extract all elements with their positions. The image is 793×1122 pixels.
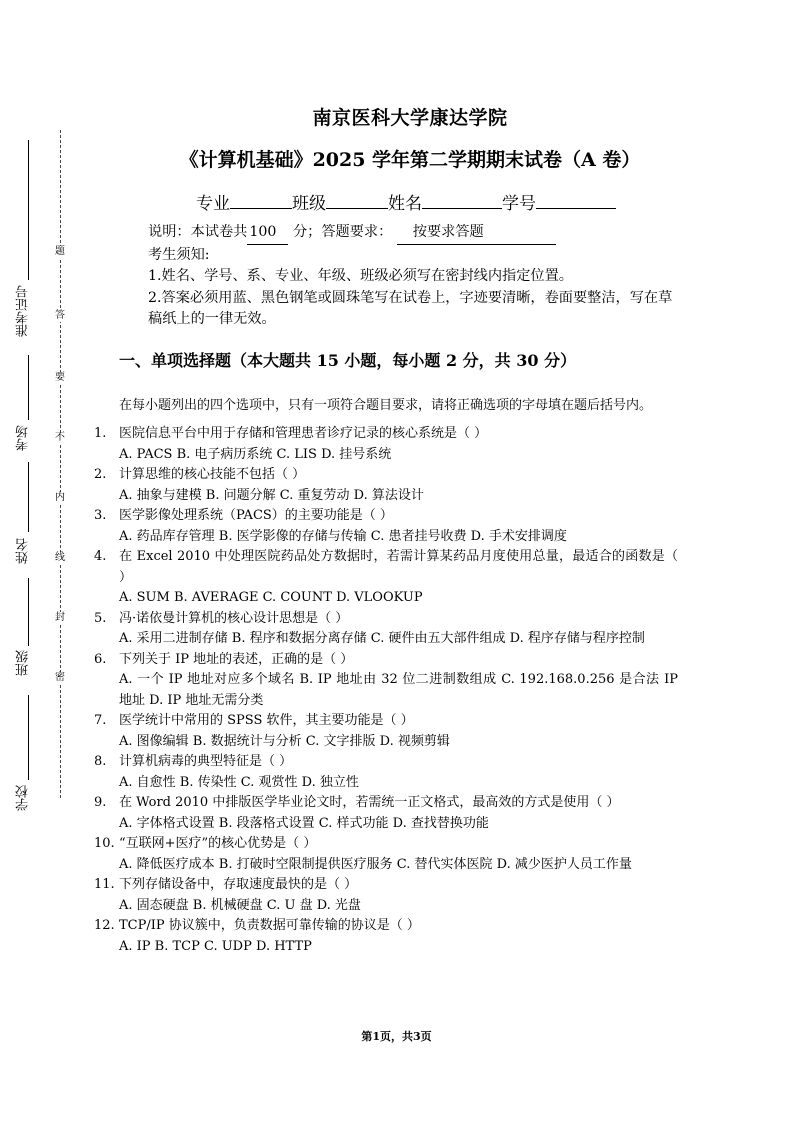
name-blank[interactable] bbox=[422, 191, 502, 209]
seal-field-line bbox=[28, 578, 29, 646]
question-number: 11. bbox=[94, 877, 115, 892]
question-item bbox=[94, 834, 678, 875]
question-options: A. IP B. TCP C. UDP D. HTTP bbox=[119, 938, 312, 954]
question-number: 10. bbox=[94, 836, 115, 851]
question-number: 2. bbox=[94, 467, 107, 482]
notice-rule-2: 2.答案必须用蓝、黑色钢笔或圆珠笔写在试卷上，字迹要清晰，卷面要整洁，写在草稿纸上的一律无效。 bbox=[148, 289, 673, 327]
seal-field-class: 班级 bbox=[16, 650, 31, 676]
seal-field-line bbox=[28, 462, 29, 532]
question-item bbox=[94, 609, 678, 650]
student-info-row bbox=[196, 189, 616, 214]
seal-char: 线 bbox=[55, 552, 65, 563]
question-text: 计算思维的核心技能不包括（ ） bbox=[119, 467, 306, 482]
question-options: A. 药品库存管理 B. 医学影像的存储与传输 C. 患者挂号收费 D. 手术安排调度 bbox=[119, 528, 567, 544]
question-text: 下列存储设备中，存取速度最快的是（ ） bbox=[119, 877, 358, 892]
seal-field-exam-number: 准考证号 bbox=[16, 285, 31, 337]
question-text: 计算机病毒的典型特征是（ ） bbox=[119, 754, 293, 769]
student-id-label: 学号 bbox=[502, 194, 536, 214]
question-number: 9. bbox=[94, 795, 107, 810]
section-intro: 在每小题列出的四个选项中，只有一项符合题目要求，请将正确选项的字母填在题后括号内。 bbox=[119, 398, 653, 413]
question-text: 医学统计中常用的 SPSS 软件，其主要功能是（ ） bbox=[119, 713, 414, 728]
question-options: A. 采用二进制存储 B. 程序和数据分离存储 C. 硬件由五大部件组成 D. 程序存储与程序控制 bbox=[119, 631, 645, 646]
question-text: TCP/IP 协议簇中，负责数据可靠传输的协议是（ ） bbox=[119, 918, 420, 933]
name-label: 姓名 bbox=[388, 194, 422, 214]
question-number: 1. bbox=[94, 426, 107, 441]
seal-field-school: 学校 bbox=[16, 785, 31, 811]
exam-description bbox=[148, 222, 678, 245]
question-item bbox=[94, 916, 678, 957]
question-number: 3. bbox=[94, 508, 107, 523]
question-text: 在 Excel 2010 中处理医院药品处方数据时，若需计算某药品月度使用总量，最适合的函数是（ ） bbox=[119, 549, 678, 585]
question-options: A. 字体格式设置 B. 段落格式设置 C. 样式功能 D. 查找替换功能 bbox=[119, 815, 489, 831]
seal-char: 题 bbox=[55, 246, 65, 257]
question-item bbox=[94, 711, 678, 752]
student-id-blank[interactable] bbox=[536, 191, 616, 209]
seal-char: 内 bbox=[55, 492, 65, 503]
question-number: 5. bbox=[94, 610, 107, 626]
question-text: 医院信息平台中用于存储和管理患者诊疗记录的核心系统是（ ） bbox=[119, 426, 488, 441]
question-item bbox=[94, 650, 678, 712]
seal-field-exam-room: 考场 bbox=[16, 425, 31, 451]
question-text: 冯·诺依曼计算机的核心设计思想是（ ） bbox=[119, 610, 349, 626]
question-text: 医学影像处理系统（PACS）的主要功能是（ ） bbox=[119, 508, 393, 523]
question-number: 12. bbox=[94, 918, 115, 933]
seal-char: 密 bbox=[55, 672, 65, 683]
class-blank[interactable] bbox=[326, 191, 388, 209]
seal-field-name: 姓名 bbox=[16, 538, 31, 564]
total-score: 100 bbox=[247, 222, 288, 245]
question-text: 下列关于 IP 地址的表述，正确的是（ ） bbox=[119, 651, 354, 667]
question-options: A. 图像编辑 B. 数据统计与分析 C. 文字排版 D. 视频剪辑 bbox=[119, 733, 450, 749]
question-list bbox=[94, 424, 678, 957]
question-options: A. 抽象与建模 B. 问题分解 C. 重复劳动 D. 算法设计 bbox=[119, 487, 424, 503]
notice-rule-1: 1.姓名、学号、系、专业、年级、班级必须写在密封线内指定位置。 bbox=[148, 268, 573, 284]
question-item bbox=[94, 547, 678, 609]
question-number: 7. bbox=[94, 713, 107, 728]
question-options: A. 固态硬盘 B. 机械硬盘 C. U 盘 D. 光盘 bbox=[119, 897, 361, 913]
seal-char: 要 bbox=[55, 372, 65, 383]
question-options: A. PACS B. 电子病历系统 C. LIS D. 挂号系统 bbox=[119, 446, 392, 462]
section-title: 一、单项选择题（本大题共 15 小题，每小题 2 分，共 30 分） bbox=[119, 351, 577, 370]
question-options: A. 降低医疗成本 B. 打破时空限制提供医疗服务 C. 替代实体医院 D. 减少医护人员工作量 bbox=[119, 856, 632, 872]
question-item bbox=[94, 424, 678, 465]
page-footer: 第1页，共3页 bbox=[361, 1030, 432, 1043]
question-item bbox=[94, 875, 678, 916]
intro-prefix: 说明：本试卷共 bbox=[148, 224, 248, 240]
answer-requirement: 按要求答题 bbox=[397, 222, 556, 245]
school-title: 南京医科大学康达学院 bbox=[312, 107, 508, 129]
question-text: “互联网+医疗”的核心优势是（ ） bbox=[119, 836, 317, 851]
question-item bbox=[94, 752, 678, 793]
exam-title: 《计算机基础》2025 学年第二学期期末试卷（A 卷） bbox=[179, 149, 641, 171]
question-options: A. SUM B. AVERAGE C. COUNT D. VLOOKUP bbox=[119, 590, 423, 605]
question-number: 8. bbox=[94, 754, 107, 769]
seal-char: 封 bbox=[55, 612, 65, 623]
question-number: 6. bbox=[94, 651, 107, 667]
seal-line bbox=[60, 130, 61, 798]
seal-field-line bbox=[28, 695, 29, 780]
intro-mid: 分；答题要求： bbox=[292, 224, 393, 240]
notice-heading: 考生须知: bbox=[148, 246, 210, 263]
seal-char: 不 bbox=[55, 432, 65, 443]
major-blank[interactable] bbox=[230, 191, 292, 209]
class-label: 班级 bbox=[292, 194, 326, 214]
question-item bbox=[94, 465, 678, 506]
question-options: A. 自愈性 B. 传染性 C. 观赏性 D. 独立性 bbox=[119, 774, 359, 790]
question-item bbox=[94, 506, 678, 547]
seal-field-line bbox=[28, 355, 29, 420]
seal-char: 答 bbox=[55, 310, 65, 321]
major-label: 专业 bbox=[196, 194, 230, 214]
question-options: A. 一个 IP 地址对应多个域名 B. IP 地址由 32 位二进制数组成 C. 192.168.0.256 是合法 IP 地址 D. IP 地址无需分类 bbox=[119, 672, 678, 708]
question-item bbox=[94, 793, 678, 834]
question-number: 4. bbox=[94, 549, 107, 564]
question-text: 在 Word 2010 中排版医学毕业论文时，若需统一正文格式，最高效的方式是使用（ ） bbox=[119, 795, 620, 810]
exam-instructions bbox=[148, 222, 678, 331]
